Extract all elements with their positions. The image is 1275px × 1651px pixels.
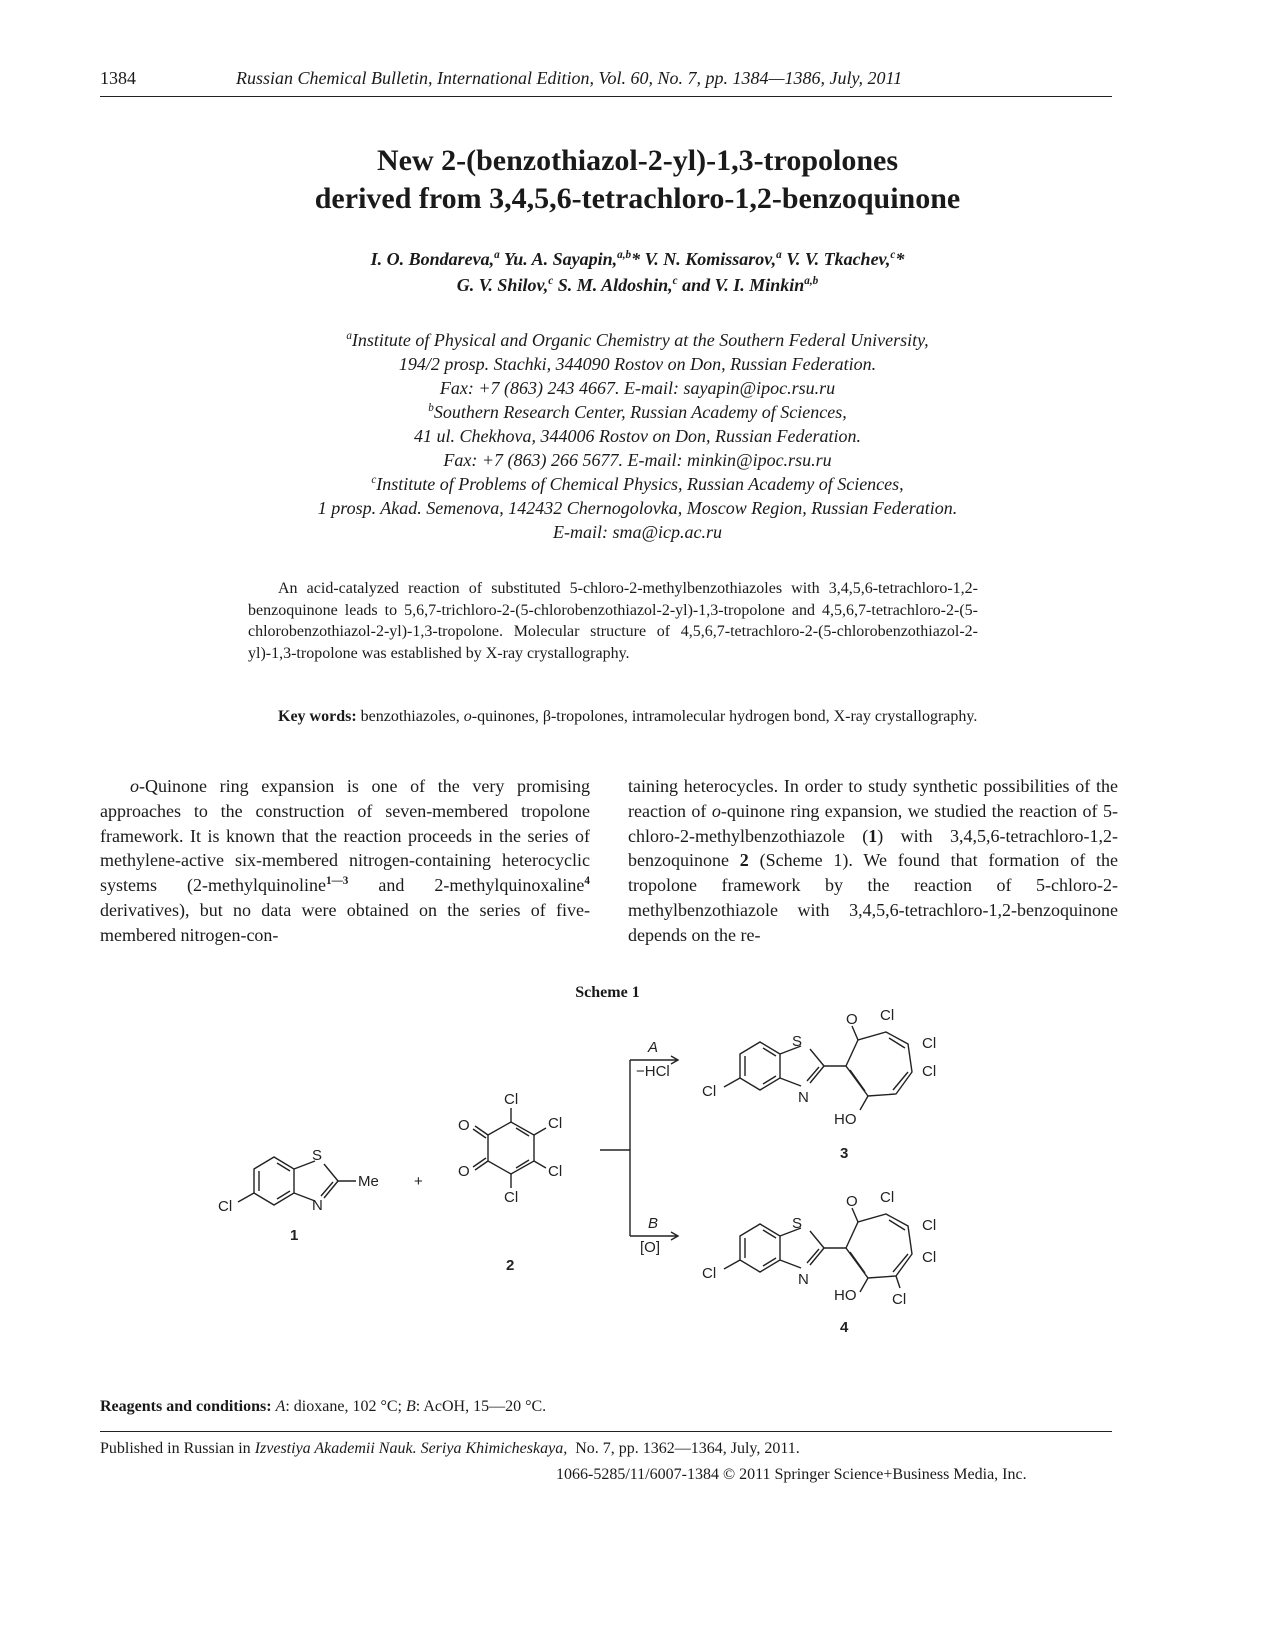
issn-copyright: 1066-5285/11/6007-1384 © 2011 Springer Science+Business Media, Inc. xyxy=(556,1466,1027,1483)
compound-3-s: S xyxy=(792,1033,803,1050)
compound-3-cl3: Cl xyxy=(922,1035,937,1052)
affiliation-text: 41 ul. Chekhova, 344006 Rostov on Don, Russian Federation. xyxy=(414,426,861,446)
compound-3-n: N xyxy=(798,1089,809,1106)
compound-1-me: Me xyxy=(358,1173,379,1190)
compound-1-structure xyxy=(218,1147,379,1244)
header-rule xyxy=(100,96,1112,97)
compound-3-cl4: Cl xyxy=(922,1063,937,1080)
body-column-left: o-Quinone ring expansion is one of the very promising approaches to the construction of seven-membered tropolone framework. It is known that the reaction proceeds in the series of methylene-active six-membered nitrogen-containing heterocyclic systems (2-methylquinoline$^{1—3}$ and 2-methylquinoxaline$^4$ derivatives), but no data were obtained on the series of five-membered nitrogen-con- xyxy=(100,776,590,945)
affiliation-text: 194/2 prosp. Stachki, 344090 Rostov on Don, Russian Federation. xyxy=(398,354,877,374)
compound-4-cl5: Cl xyxy=(892,1291,907,1308)
compound-2-cl4: Cl xyxy=(504,1189,519,1206)
reaction-arrows xyxy=(600,1039,678,1256)
affiliation-text: Institute of Problems of Chemical Physics, Russian Academy of Sciences, xyxy=(376,474,904,494)
condition-b-sub: [O] xyxy=(640,1239,661,1256)
compound-2-o2: O xyxy=(458,1163,470,1180)
affiliation-text: Southern Research Center, Russian Academy of Sciences, xyxy=(433,402,847,422)
title-line-2: derived from 3,4,5,6-tetrachloro-1,2-benzoquinone xyxy=(314,182,961,215)
published-note: Published in Russian in Izvestiya Akademii Nauk. Seriya Khimicheskaya, No. 7, pp. 1362—1364, July, 2011. xyxy=(100,1440,800,1457)
compound-4-cl4: Cl xyxy=(922,1249,937,1266)
footer-rule xyxy=(100,1431,1112,1432)
compound-4-n: N xyxy=(798,1271,809,1288)
compound-3-cl1: Cl xyxy=(702,1083,717,1100)
compound-4-ho: HO xyxy=(834,1287,857,1304)
compound-4-cl3: Cl xyxy=(922,1217,937,1234)
affiliation-line xyxy=(0,474,1275,495)
compound-2-o1: O xyxy=(458,1117,470,1134)
compound-1-cl: Cl xyxy=(218,1198,233,1215)
body-column-right: taining heterocycles. In order to study synthetic possibilities of the reaction of o-quinone ring expansion, we studied the reaction of 5-chloro-2-methylbenzothiazole (1) with 3,4,5,6-tetrachloro-1,2-benzoquinone 2 (Scheme 1). We found that formation of the tropolone framework by the reaction of 5-chloro-2-methylbenzothiazole with 3,4,5,6-tetrachloro-1,2-benzoquinone depends on the re- xyxy=(628,776,1118,945)
compound-4-label: 4 xyxy=(840,1319,849,1336)
reagents-conditions: Reagents and conditions: A: dioxane, 102 °C; B: AcOH, 15—20 °C. xyxy=(100,1398,547,1415)
affiliation-text: Institute of Physical and Organic Chemistry at the Southern Federal University, xyxy=(351,330,929,350)
condition-b: B xyxy=(648,1215,659,1232)
compound-1-label: 1 xyxy=(290,1227,299,1244)
affiliation-text: E-mail: sma@icp.ac.ru xyxy=(552,522,723,542)
affiliation-marker: a xyxy=(346,330,352,342)
affiliation-line xyxy=(0,330,1275,351)
compound-4-cl1: Cl xyxy=(702,1265,717,1282)
affiliation-line xyxy=(0,450,1275,471)
page-number: 1384 xyxy=(100,68,136,88)
running-header: Russian Chemical Bulletin, International Edition, Vol. 60, No. 7, pp. 1384—1386, July, 2011 xyxy=(236,68,903,88)
keywords-label: Key words: xyxy=(278,708,357,725)
affiliation-marker: b xyxy=(428,402,434,414)
condition-a-sub: −HCl xyxy=(636,1063,670,1080)
compound-3-o: O xyxy=(846,1011,858,1028)
compound-2-cl3: Cl xyxy=(548,1163,563,1180)
compound-3-structure xyxy=(702,1007,936,1162)
reaction-scheme xyxy=(200,1007,1060,1390)
affiliation-line xyxy=(0,354,1275,375)
affiliation-text: 1 prosp. Akad. Semenova, 142432 Chernogolovka, Moscow Region, Russian Federation. xyxy=(317,498,958,518)
compound-4-structure xyxy=(702,1189,936,1336)
compound-1-n: N xyxy=(312,1197,323,1214)
affiliation-text: Fax: +7 (863) 266 5677. E-mail: minkin@ipoc.rsu.ru xyxy=(443,450,832,470)
affiliation-line xyxy=(0,498,1275,519)
affiliation-marker: c xyxy=(371,474,377,486)
title-line-1: New 2-(benzothiazol-2-yl)-1,3-tropolones xyxy=(376,144,899,177)
compound-4-cl2: Cl xyxy=(880,1189,895,1206)
affiliation-line xyxy=(0,426,1275,447)
compound-4-s: S xyxy=(792,1215,803,1232)
affiliation-line xyxy=(0,522,1275,543)
compound-3-label: 3 xyxy=(840,1145,849,1162)
affiliation-line xyxy=(0,378,1275,399)
abstract: An acid-catalyzed reaction of substituted 5-chloro-2-methylbenzothiazoles with 3,4,5,6-tetrachloro-1,2-benzoquinone leads to 5,6,7-trichloro-2-(5-chlorobenzothiazol-2-yl)-1,3-tropolone and 4,5,6,7-tetrachloro-2-(5-chlorobenzothiazol-2-yl)-1,3-tropolone. Molecular structure of 4,5,6,7-tetrachloro-2-(5-chlorobenzothiazol-2-yl)-1,3-tropolone was established by X-ray crystallography. xyxy=(248,580,978,662)
compound-2-structure xyxy=(458,1091,562,1274)
affiliation-text: Fax: +7 (863) 243 4667. E-mail: sayapin@ipoc.rsu.ru xyxy=(439,378,836,398)
plus-sign: + xyxy=(414,1173,423,1190)
condition-a: A xyxy=(648,1039,659,1056)
compound-1-s: S xyxy=(312,1147,323,1164)
compound-3-cl2: Cl xyxy=(880,1007,895,1024)
compound-4-o: O xyxy=(846,1193,858,1210)
compound-3-ho: HO xyxy=(834,1111,857,1128)
affiliation-line xyxy=(0,402,1275,423)
keywords-text: benzothiazoles, o-quinones, β-tropolones, intramolecular hydrogen bond, X-ray crystallography. xyxy=(356,708,978,725)
compound-2-cl1: Cl xyxy=(504,1091,519,1108)
scheme-title: Scheme 1 xyxy=(575,984,640,1001)
authors-line-1: I. O. Bondareva,$^a$ Yu. A. Sayapin,$^{a,b}$* V. N. Komissarov,$^a$ V. V. Tkachev,$^c$* xyxy=(370,249,905,269)
compound-2-label: 2 xyxy=(506,1257,515,1274)
keywords xyxy=(248,706,978,728)
compound-2-cl2: Cl xyxy=(548,1115,563,1132)
authors-line-2: G. V. Shilov,$^c$ S. M. Aldoshin,$^c$ and V. I. Minkin$^{a,b}$ xyxy=(456,275,819,295)
